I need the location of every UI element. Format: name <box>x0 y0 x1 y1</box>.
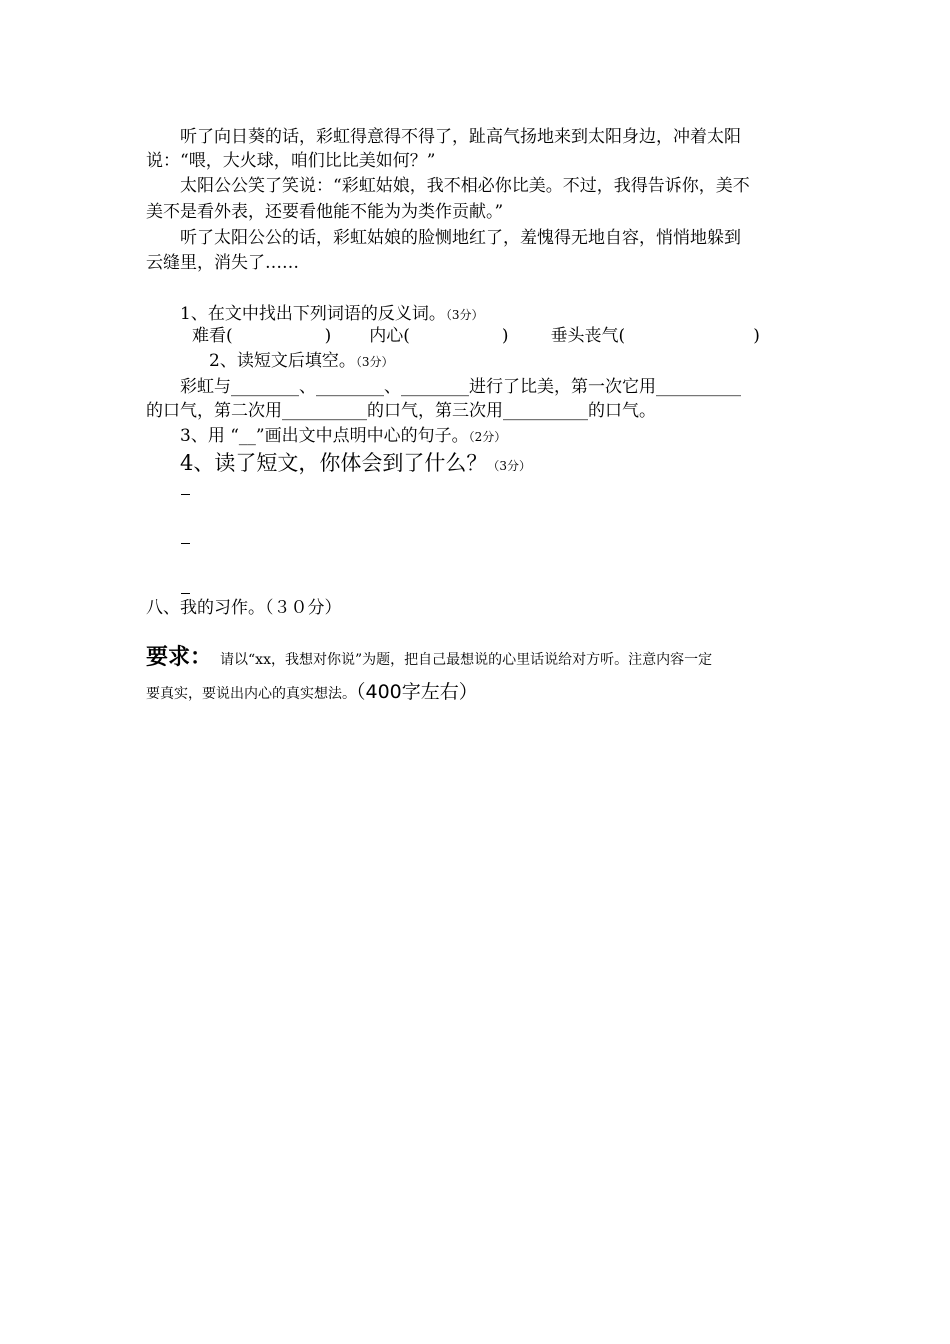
q1-word-row <box>192 324 856 348</box>
requirement-label: 要求： <box>146 645 213 670</box>
requirement-word-count: （400字左右） <box>356 681 478 703</box>
passage-p2-line1: 太阳公公笑了笑说：“彩虹姑娘，我不相必你比美。不过，我得告诉你，美不 <box>180 176 750 196</box>
question-4-score: （3分） <box>487 459 532 473</box>
q1-word-3: 垂头丧气( <box>550 326 626 346</box>
q2-fill-line1: 彩虹与________、________、________进行了比美，第一次它用__________ <box>180 377 741 397</box>
question-2-score: （3分） <box>355 355 394 369</box>
requirement-line1 <box>146 646 810 672</box>
section-8-heading: 八、我的习作。（３０分） <box>146 598 342 618</box>
answer-line-2 <box>181 543 190 544</box>
q1-word-3-close: ) <box>753 326 760 346</box>
requirement-text-line1: 请以“xx，我想对你说”为题，把自己最想说的心里话说给对方听。注意内容一定 <box>220 652 713 668</box>
question-2 <box>209 349 873 374</box>
answer-line-1 <box>181 494 190 495</box>
passage-p3-line1: 听了太阳公公的话，彩虹姑娘的脸恻地红了，羞愧得无地自容，悄悄地躲到 <box>180 228 741 248</box>
question-4-text: 4、读了短文，你体会到了什么？ <box>180 451 488 475</box>
question-3 <box>180 424 844 449</box>
passage-p2-line2: 美不是看外表，还要看他能不能为为类作贡献。” <box>146 202 504 222</box>
question-4 <box>180 451 844 478</box>
q1-word-1: 难看( <box>192 326 233 346</box>
requirement-line2 <box>146 680 810 706</box>
q1-word-2-close: ) <box>501 326 509 346</box>
answer-line-3 <box>181 593 190 594</box>
passage-p1-line1: 听了向日葵的话，彩虹得意得不得了，趾高气扬地来到太阳身边，冲着太阳 <box>180 127 741 147</box>
question-3-score: （2分） <box>468 430 507 444</box>
q1-word-2: 内心( <box>369 326 410 346</box>
question-2-text: 2、读短文后填空。 <box>209 351 356 371</box>
q1-word-1-close: ) <box>324 326 332 346</box>
passage-p3-line2: 云缝里，消失了…… <box>146 253 299 273</box>
question-1-score: （3分） <box>445 308 484 322</box>
q2-fill-line2: 的口气，第二次用__________的口气，第三次用__________的口气。 <box>146 401 656 421</box>
passage-p1-line2: 说：“喂，大火球，咱们比比美如何？” <box>146 151 436 171</box>
question-3-text: 3、用 “__”画出文中点明中心的句子。 <box>180 426 469 446</box>
requirement-text-line2: 要真实，要说出内心的真实想法。 <box>146 686 356 702</box>
question-1-text: 1、在文中找出下列词语的反义词。 <box>180 304 446 324</box>
